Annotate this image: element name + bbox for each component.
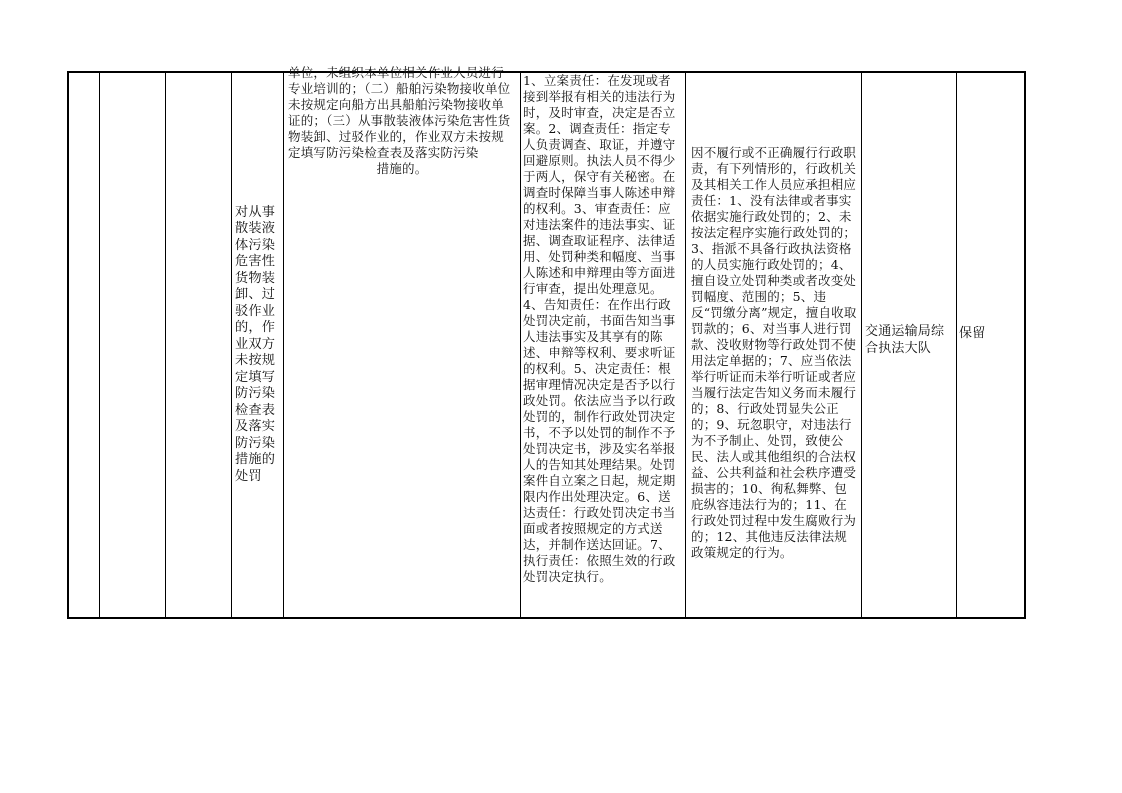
item-name-cell xyxy=(232,73,283,617)
accountability-cell xyxy=(686,73,862,617)
responsibility-text: 1、立案责任：在发现或者接到举报有相关的违法行为时，及时审查，决定是否立案。2、调查责任：指定专人负责调查、取证，并遵守回避原则。执法人员不得少于两人，保守有关秘密。在调查时保障当事人陈述申辩的权利。3、审查责任：应对违法案件的违法事实、证据、调查取证程序、法律适用、处罚种类和幅度、当事人陈述和申辩理由等方面进行审查，提出处理意见。4、告知责任：在作出行政处罚决定前，书面告知当事人违法事实及其享有的陈述、申辩等权利、要求听证的权利。5、决定责任：根据审理情况决定是否予以行政处罚。依法应当予以行政处罚的，制作行政处罚决定书，不予以处罚的制作不予处罚决定书，涉及实名举报人的告知其处理结果。处罚案件自立案之日起，规定期限内作出处理决定。6、送达责任：行政处罚决定书当面或者按照规定的方式送达，并制作送达回证。7、执行责任：依照生效的行政处罚决定执行。 xyxy=(523,73,676,584)
legal-basis-cell xyxy=(284,65,520,617)
legal-basis-body: 专业培训的；（二）船舶污染物接收单位未按规定向船方出具船舶污染物接收单证的；（三）从事散装液体污染危害性货物装卸、过驳作业的，作业双方未按规定填写防污染检查表及落实防污染 xyxy=(288,81,511,160)
department-cell xyxy=(862,73,956,617)
accountability-text: 因不履行或不正确履行行政职责，有下列情形的，行政机关及其相关工作人员应承担相应责任：1、没有法律或者事实依据实施行政处罚的；2、未按法定程序实施行政处罚的；3、指派不具备行政执法资格的人员实施行政处罚的；4、擅自设立处罚种类或者改变处罚幅度、范围的；5、违反“罚缴分离”规定，擅自收取罚款的；6、对当事人进行罚款、没收财物等行政处罚不使用法定单据的；7、应当依法举行听证而未举行听证或者应当履行法定告知义务而未履行的；8、行政处罚显失公正的；9、玩忽职守，对违法行为不予制止、处罚，致使公民、法人或其他组织的合法权益、公共利益和社会秩序遭受损害的；10、徇私舞弊、包庇纵容违法行为的；11、在行政处罚过程中发生腐败行为的；12、其他违反法律法规政策规定的行为。 xyxy=(691,145,857,560)
department-text: 交通运输局综合执法大队 xyxy=(865,324,945,356)
status-cell xyxy=(957,73,1026,617)
column-divider xyxy=(165,73,166,617)
legal-basis-text xyxy=(288,65,516,177)
item-name: 对从事散装液体污染危害性货物装卸、过驳作业的，作业双方未按规定填写防污染检查表及落实防污染措施的处罚 xyxy=(235,204,276,484)
column-divider xyxy=(99,73,100,617)
power-list-table xyxy=(67,65,1026,619)
responsibility-cell xyxy=(521,73,685,617)
status-text: 保留 xyxy=(959,326,986,341)
legal-basis-clipped-line: 单位，未组织本单位相关作业人员进行 xyxy=(288,65,504,80)
legal-basis-end: 措施的。 xyxy=(376,161,428,176)
